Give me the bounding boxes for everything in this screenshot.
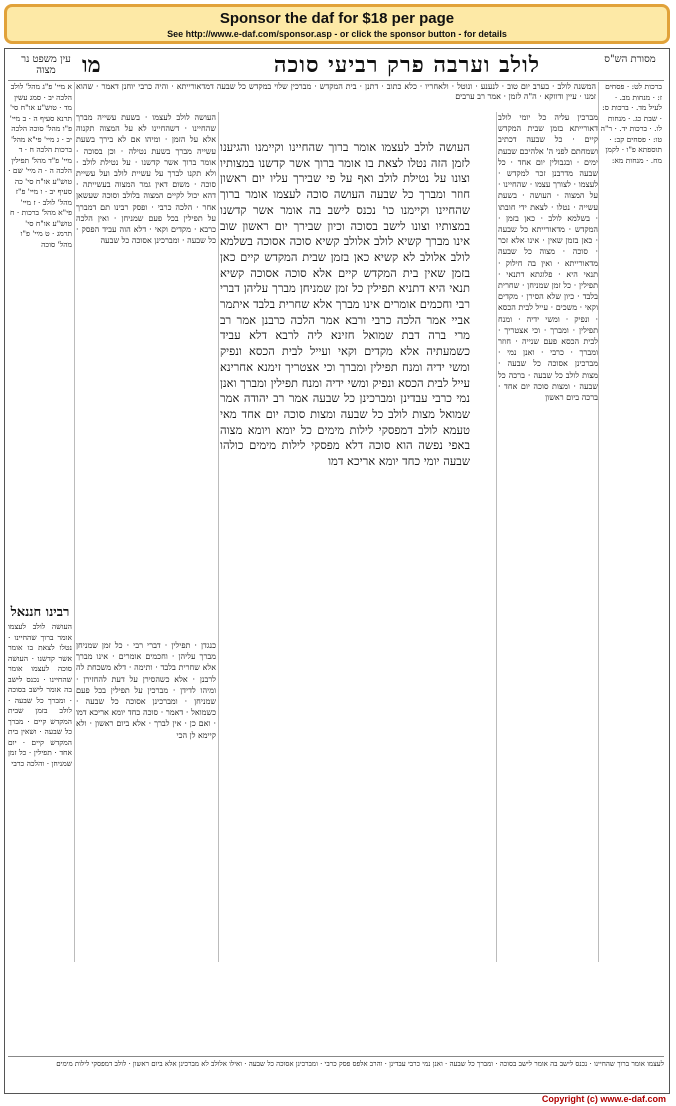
horizontal-divider [8,1056,664,1057]
sponsor-subtitle[interactable]: See http://www.e-daf.com/sponsor.asp - or click the sponsor button - for details [167,29,507,39]
sponsor-title: Sponsor the daf for $18 per page [219,10,455,27]
copyright-footer[interactable]: Copyright (c) www.e-daf.com [541,1094,666,1104]
sponsor-banner[interactable] [4,4,670,44]
masoret-header-label: מסורת הש"ס [604,54,656,65]
column-divider [218,112,219,962]
top-commentary-band: המשנה לולב · בערב יום טוב · לנענע · ונוטל · ולאחריו · כלא כתוב · דתנן · בית המקדש · מברכין שלוי במקדש כל שבעה דמדאורייתא · והיה כרבי יוחנן דאמר · שהוא זמנו · עיין ודווקא · ה"ה לזמן · אמר רב ערבים [76,82,596,101]
rashi-column: מברכין עליה כל יומי לולב דאורייתא בזמן שבית המקדש קיים · כל שבעה דכתיב ושמחתם לפני ה' אלהיכם שבעת ימים · ובגבולין יום אחד · כל שבעה מדרבנן זכר למקדש · לעצמו · לצורך עצמו · שהחיינו · על המצוה · העושה · בשעת עשייה · נטלו · לצאת ידי חובתו · בשלמא לולב · כאן בזמן · המקדש · מדאורייתא כל שבעה · כאן בזמן שאין · אינו אלא זכר · סוכה · מצוה כל שבעה מדאורייתא · ואין בה חילוק · תנאי היא · פלוגתא דתנאי · תפילין · כל זמן שמניחן · שחרית בלבד · כיון שלא הסירן · מקדים וקאי · משכים · עייל לבית הכסא · ונפיק · ומשי ידיה · ומנח תפילין · ומברך · וכי אצטריך · לבית הכסא פעם שנייה · חוזר ומברך · כרבי · ואנן נמי · מברכינן אסוכה כל שבעה · מצות לולב כל שבעה · ברכה כל שבעה · ומצות סוכה יום אחד · ברכה ביום ראשון [498,113,598,403]
page-title: לולב וערבה פרק רביעי סוכה [273,52,540,78]
gemara-main-text: העושה לולב לעצמו אומר ברוך שהחיינו וקיימנו והגיענו לזמן הזה נטלו לצאת בו אומר ברוך אשר קדשנו במצותיו וצונו על נטילת לולב ואף על פי שבירך עליו יום ראשון חוזר ומברך כל שבעה העושה סוכה לעצמו אומר ברוך שהחיינו וקיימנו כו' נכנס לישב בה אומר אשר קדשנו במצותיו וצונו לישב בסוכה וכיון שבירך יום ראשון שוב אינו מברך קשיא לולב אלולב קשיא סוכה אסוכה בשלמא לולב אלולב לא קשיא כאן בזמן שבית המקדש קיים כאן בזמן שאין בית המקדש קיים אלא סוכה אסוכה קשיא תנאי היא דתניא תפילין כל זמן שמניחן מברך עליהן דברי רבי וחכמים אומרים אינו מברך אלא שחרית בלבד איתמר אביי אמר הלכה כרבי ורבא אמר הלכה כרבנן אמר רב מרי ברה דבת שמואל חזינא ליה לרבא דלא עביד כשמעתיה אלא מקדים וקאי ועייל לבית הכסא ונפיק ומשי ידיה ומנח תפילין ומברך וכי אצטריך זימנא אחרינא עייל לבית הכסא ונפיק ומשי ידיה ומנח תפילין ומברך ואנן נמי כרבי עבדינן ומברכינן כל שבעה אמר רב יהודה אמר שמואל מצות לולב כל שבעה ומצות סוכה יום אחד מאי טעמא לולב דמפסקי לילות מימים כל יומא ויומא מצוה באפי נפשה הוא סוכה דלא מפסקי לילות מימים כולהו שבעה יומי כחד יומא אריכא דמו [220,140,470,469]
ein-mishpat-column: א מיי' פ"ג מהל' לולב הלכה יב · סמג עשין מד · טוש"ע או"ח סי' תרנא סעיף ה · ב מיי' פ"ו מהל' סוכה הלכה יב · ג מיי' פי"א מהל' ברכות הלכה ח · ד מיי' פ"ד מהל' תפילין הלכה ה · ה מיי' שם · טוש"ע או"ח סי' כה סעיף יב · ו מיי' פ"ז מהל' לולב · ז מיי' פי"א מהל' ברכות · ח טוש"ע או"ח סי' תרמג · ט מיי' פ"ו מהל' סוכה [8,82,72,249]
tosafot-column-lower: כנגדן · תפילין · דברי רבי · כל זמן שמניחן מברך עליהן · וחכמים אומרים · אינו מברך אלא שחרית בלבד · ותימה · דלא משכחת לה לרבנן · אלא כשהסירן על דעת להחזירן · ומיהו לדידן · מברכין על תפילין בכל פעם שמניחן · ומברכינן אסוכה כל שבעה · כשמואל · דאמר · סוכה כחד יומא אריכא דמו · ואם כן · אין לברך · אלא ביום ראשון · ולא קיימא לן הכי [76,641,216,740]
tosafot-column: העושה לולב לעצמו · בשעת עשייה מברך שהחיינו · דשהחיינו לא על המצוה תקנוה אלא על הזמן · ומיהו אם לא בירך בשעת עשייה מברך בשעת נטילה · וכן בסוכה · אומר ברוך אשר קדשנו · על נטילת לולב · ולא תקנו לברך על עשיית לולב ועל עשיית סוכה · משום דאין גמר המצוה בעשייתה · דהא יכול לקיים המצוה בלולב וסוכה שעשאן אחר · הלכה כרבי · ופסק רבינו תם דמברך על תפילין בכל פעם שמניחן · ואין הלכה כרבא · מקדים וקאי · דלא הוה עביד הפסק · כל שבעה · ומברכינן אסוכה כל שבעה [76,113,216,246]
rabbenu-chananel-column: העושה לולב לעצמו אומר ברוך שהחיינו · נטלו לצאת בו אומר אשר קדשנו · העושה סוכה לעצמו אומר שהחיינו · נכנס לישב בה אומר לישב בסוכה · ומברך כל שבעה · לולב בזמן שבית המקדש קיים · מברך כל שבעה · ושאין בית המקדש קיים · יום אחד · תפילין · כל זמן שמניחן · והלכה כרבי [8,622,72,768]
column-divider [496,112,497,962]
page-header [4,52,670,78]
masoret-hashas-column: ברכות לט: · פסחים ז: · מנחות מב. · לעיל מד. · ברכות ס: · שבת כג. · מנחות לו. · ברכות יד. · ר"ה טו: · פסחים קב: · תוספתא פ"ו · לקמן מח. · מנחות מא: [600,82,662,165]
horizontal-divider [8,80,664,81]
bottom-notes: לעצמו אומר ברוך שהחיינו · נכנס לישב בה אומר לישב בסוכה · ומברך כל שבעה · ואנן נמי כרבי עבדינן · והרב אלפס פסק כרבי · ומברכינן אסוכה כל שבעה · ואילו אלולב לא מברכינן אלא ביום ראשון · לולב דמפסקי לילות מימים [56,1060,664,1068]
page-number: מו [82,52,101,78]
column-divider [598,82,599,962]
ein-mishpat-header-label: עין משפט נר מצוה [21,54,71,76]
column-divider [74,82,75,962]
rabbenu-chananel-heading: רבינו חננאל [10,605,70,620]
